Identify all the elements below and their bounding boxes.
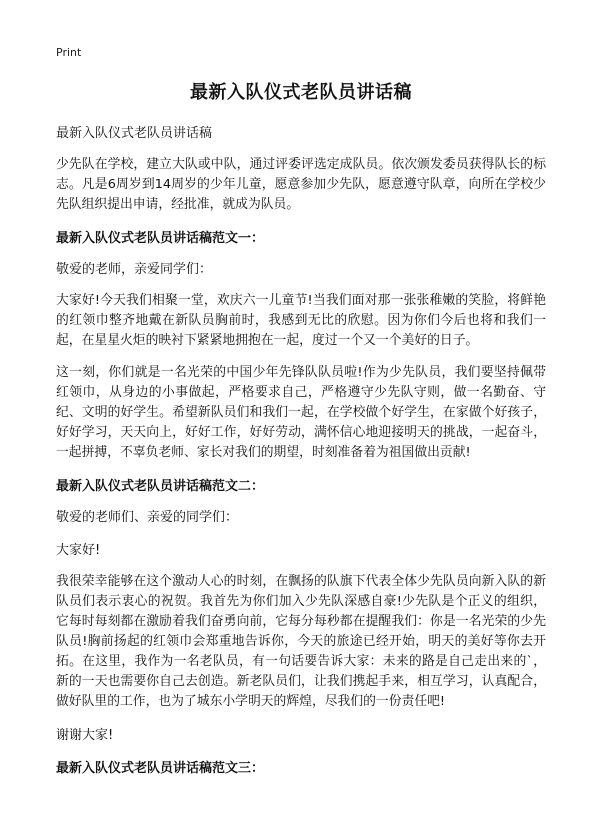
intro-paragraph: 少先队在学校，建立大队或中队，通过评委评选定成队员。依次颁发委员获得队长的标志。凡是6周岁到14周岁的少年儿童，愿意参加少先队，愿意遵守队章，向所在学校少先队组织提出申请，经批准，就成为队员。 <box>56 157 546 212</box>
document-body <box>56 78 546 788</box>
section1-paragraph-1: 大家好!今天我们相聚一堂，欢庆六一儿童节!当我们面对那一张张稚嫩的笑脸，将鲜艳的红领巾整齐地戴在新队员胸前时，我感到无比的欣慰。因为你们今后也将和我们一起，在星星火炬的映衬下紧紧地拥抱在一起，度过一个又一个美好的日子。 <box>56 293 546 348</box>
section-heading-3: 最新入队仪式老队员讲话稿范文三： <box>56 761 265 776</box>
print-link[interactable]: Print <box>56 46 82 59</box>
hello-line: 大家好! <box>56 543 101 558</box>
document-subtitle: 最新入队仪式老队员讲话稿 <box>56 126 213 141</box>
thanks-line: 谢谢大家! <box>56 728 114 743</box>
section-heading-1: 最新入队仪式老队员讲话稿范文一： <box>56 231 265 246</box>
greeting-1: 敬爱的老师，亲爱同学们： <box>56 262 213 277</box>
section-heading-2: 最新入队仪式老队员讲话稿范文二： <box>56 479 265 494</box>
section1-paragraph-2: 这一刻，你们就是一名光荣的中国少年先锋队队员啦!作为少先队员，我们要坚持佩带红领巾，从身边的小事做起，严格要求自己，严格遵守少先队守则，做一名勤奋、守纪、文明的好学生。希望新队员们和我们一起，在学校做个好学生，在家做个好孩子，好好学习，天天向上，好好工作，好好劳动，满怀信心地迎接明天的挑战，一起奋斗，一起拼搏，不辜负老师、家长对我们的期望，时刻准备着为祖国做出贡献! <box>56 365 546 460</box>
section2-paragraph-1: 我很荣幸能够在这个激动人心的时刻，在飘扬的队旗下代表全体少先队员向新入队的新队员们表示衷心的祝贺。我首先为你们加入少先队深感自豪!少先队是个正义的组织，它每时每刻都在激励着我们奋勇向前，它每分每秒都在提醒我们：你是一名光荣的少先队员!胸前扬起的红领巾会郑重地告诉你，今天的旅途已经开始，明天的美好等你去开拓。在这里，我作为一名老队员，有一句话要告诉大家：未来的路是自己走出来的`，新的一天也需要你自己去创造。新老队员们，让我们携起手来，相互学习，认真配合，做好队里的工作，也为了城东小学明天的辉煌，尽我们的一份责任吧! <box>56 574 546 709</box>
greeting-2: 敬爱的老师们、亲爱的同学们： <box>56 510 239 525</box>
page-title: 最新入队仪式老队员讲话稿 <box>190 82 412 103</box>
